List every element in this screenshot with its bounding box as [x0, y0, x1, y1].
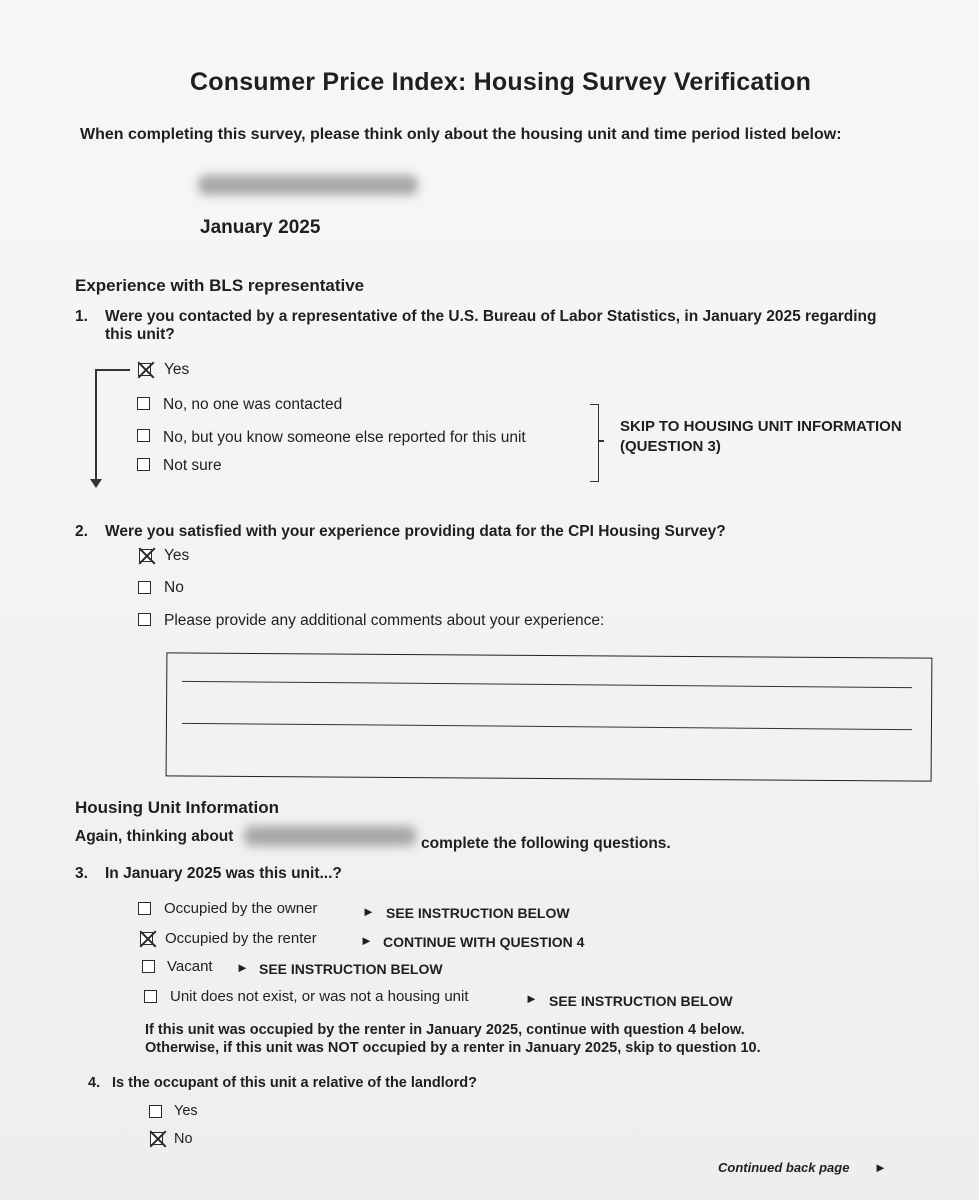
q1-option-yes: Yes — [164, 361, 190, 378]
q3-option-renter: Occupied by the renter — [165, 930, 317, 947]
q2-option-yes: Yes — [164, 547, 190, 564]
q1-option-not-sure: Not sure — [163, 457, 222, 474]
q1-someone-else-checkbox[interactable] — [137, 429, 150, 442]
question-3-text: In January 2025 was this unit...? — [105, 865, 342, 882]
question-4-text: Is the occupant of this unit a relative of the landlord? — [112, 1075, 477, 1091]
q2-no-checkbox[interactable] — [138, 581, 151, 594]
question-1-text-cont: this unit? — [105, 326, 175, 343]
q3-owner-instruction: SEE INSTRUCTION BELOW — [386, 905, 570, 921]
q2-comments-checkbox[interactable] — [138, 613, 151, 626]
q1-option-no: No, no one was contacted — [163, 396, 343, 413]
arrow-icon: ► — [360, 933, 373, 948]
q3-note-line1: If this unit was occupied by the renter in January 2025, continue with question 4 below. — [145, 1022, 745, 1038]
skip-arrow-stem — [95, 369, 97, 481]
arrow-icon: ► — [525, 991, 538, 1006]
skip-bracket — [590, 404, 599, 482]
arrow-icon: ► — [874, 1160, 887, 1175]
q3-renter-checkbox[interactable] — [140, 932, 153, 945]
q1-option-someone-else: No, but you know someone else reported for this unit — [163, 429, 526, 446]
q3-vacant-instruction: SEE INSTRUCTION BELOW — [259, 961, 443, 977]
q3-not-exist-checkbox[interactable] — [144, 990, 157, 1003]
skip-instruction-line2: (QUESTION 3) — [620, 438, 721, 455]
survey-period: January 2025 — [200, 217, 321, 238]
q3-not-exist-instruction: SEE INSTRUCTION BELOW — [549, 993, 733, 1009]
q2-yes-checkbox[interactable] — [139, 549, 152, 562]
q1-not-sure-checkbox[interactable] — [137, 458, 150, 471]
q4-no-checkbox[interactable] — [150, 1132, 163, 1145]
q3-option-vacant: Vacant — [167, 958, 213, 975]
q3-owner-checkbox[interactable] — [138, 902, 151, 915]
q3-option-not-exist: Unit does not exist, or was not a housing unit — [170, 988, 469, 1005]
q4-option-yes: Yes — [174, 1103, 198, 1119]
question-1-text: Were you contacted by a representative of the U.S. Bureau of Labor Statistics, in January 2025 regarding — [105, 308, 877, 325]
skip-instruction-line1: SKIP TO HOUSING UNIT INFORMATION — [620, 418, 902, 435]
redacted-address-2 — [244, 826, 416, 846]
skip-bracket-tip — [598, 440, 604, 442]
q2-option-no: No — [164, 579, 184, 596]
q3-option-owner: Occupied by the owner — [164, 900, 318, 917]
question-3-number: 3. — [75, 865, 88, 882]
q3-vacant-checkbox[interactable] — [142, 960, 155, 973]
question-2-number: 2. — [75, 523, 88, 540]
continued-back-page: Continued back page — [718, 1160, 850, 1175]
question-1-number: 1. — [75, 308, 88, 325]
q3-note-line2: Otherwise, if this unit was NOT occupied by a renter in January 2025, skip to question 10. — [145, 1040, 761, 1056]
comments-textarea[interactable] — [166, 652, 933, 781]
skip-arrow-line — [95, 369, 130, 371]
q4-yes-checkbox[interactable] — [149, 1105, 162, 1118]
skip-arrow-head-icon — [90, 479, 102, 488]
section-heading-housing: Housing Unit Information — [75, 798, 279, 817]
again-prefix: Again, thinking about — [75, 828, 234, 845]
q1-yes-checkbox[interactable] — [138, 363, 151, 376]
page-title: Consumer Price Index: Housing Survey Verification — [190, 68, 812, 96]
q3-renter-instruction: CONTINUE WITH QUESTION 4 — [383, 934, 585, 950]
again-suffix: complete the following questions. — [421, 835, 671, 852]
arrow-icon: ► — [362, 904, 375, 919]
arrow-icon: ► — [236, 960, 249, 975]
question-4-number: 4. — [88, 1075, 101, 1091]
q2-option-comments: Please provide any additional comments about your experience: — [164, 612, 605, 629]
instruction-text: When completing this survey, please think only about the housing unit and time period listed below: — [80, 126, 842, 143]
redacted-address — [198, 175, 418, 195]
question-2-text: Were you satisfied with your experience providing data for the CPI Housing Survey? — [105, 523, 726, 540]
section-heading-bls: Experience with BLS representative — [75, 276, 365, 295]
q4-option-no: No — [174, 1131, 193, 1147]
q1-no-checkbox[interactable] — [137, 397, 150, 410]
